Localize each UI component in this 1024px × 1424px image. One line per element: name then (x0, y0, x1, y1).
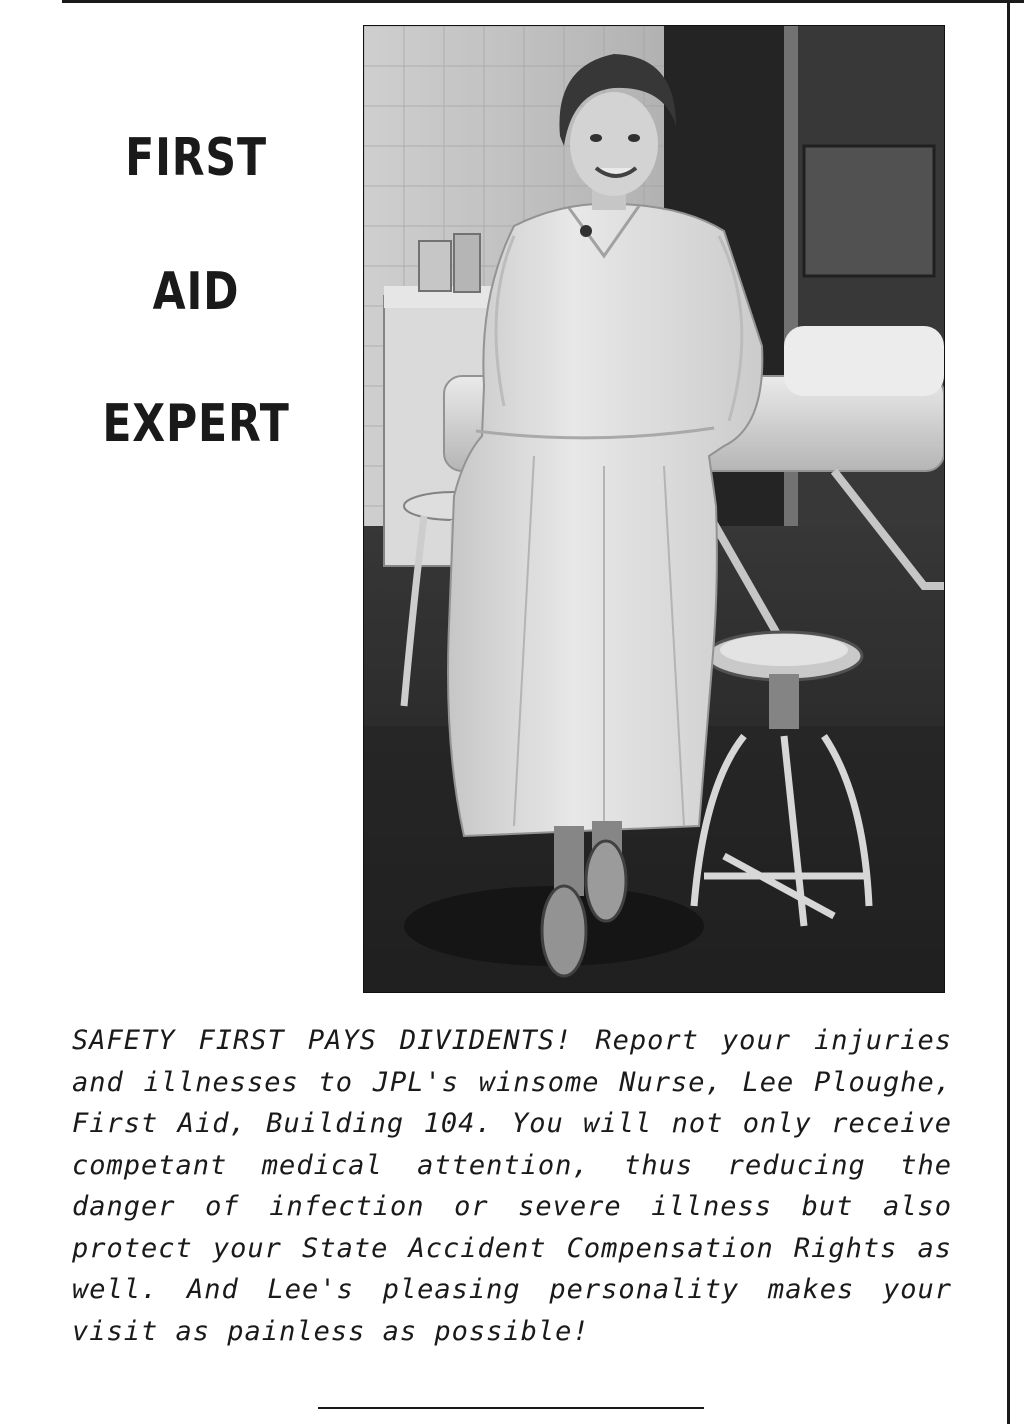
right-border-rule (1007, 0, 1010, 1424)
headline-line-3: EXPERT (102, 394, 290, 454)
bottom-divider (318, 1407, 704, 1409)
top-border-rule (62, 0, 1024, 3)
caption-text: SAFETY FIRST PAYS DIVIDENTS! Report your injuries and illnesses to JPL's winsome Nurse, Lee Ploughe, First Aid, Building 104. You will not only receive competant medical attention, thus reducing the danger of infection or severe illness but also protect your State Accident Compensation Rights as well. And Lee's pleasing personality makes your visit as painless as possible! (72, 1025, 952, 1347)
headline-line-2: AID (152, 262, 240, 322)
photo-illustration (364, 26, 944, 992)
nurse-photo (363, 25, 945, 993)
headline-line-1: FIRST (125, 128, 267, 188)
